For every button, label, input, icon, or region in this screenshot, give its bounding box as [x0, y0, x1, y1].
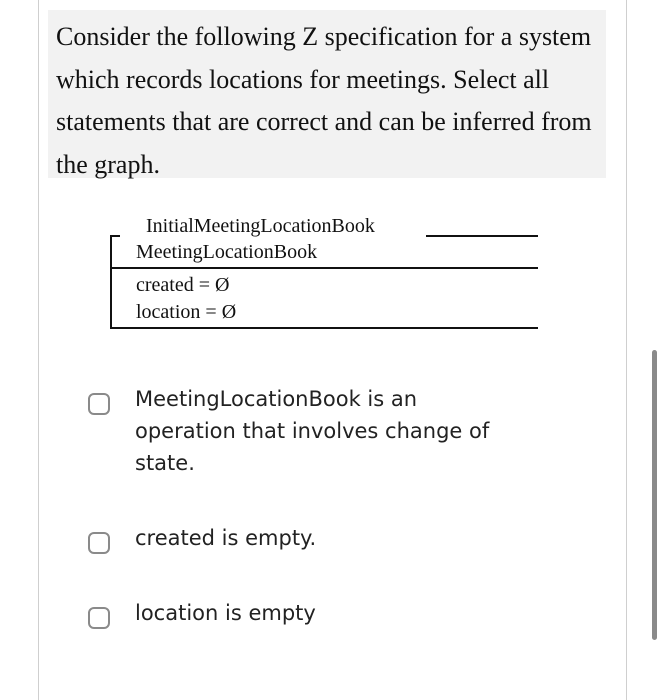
checkbox-unchecked-icon[interactable] — [88, 393, 110, 415]
scrollbar-thumb[interactable] — [652, 350, 657, 640]
schema-title: InitialMeetingLocationBook — [146, 215, 375, 237]
schema-declaration: MeetingLocationBook — [136, 241, 318, 263]
schema-left-rule — [110, 235, 112, 329]
option-label: location is empty — [135, 601, 316, 625]
content-frame-left-border — [38, 0, 39, 700]
schema-divider — [110, 267, 538, 269]
option-label: MeetingLocationBook is an operation that involves change of state. — [135, 387, 490, 475]
z-schema-box — [108, 208, 540, 332]
checkbox-unchecked-icon[interactable] — [88, 532, 110, 554]
checkbox-unchecked-icon[interactable] — [88, 607, 110, 629]
option-created-is-empty[interactable] — [88, 526, 508, 564]
option-meetinglocationbook-operation[interactable] — [88, 387, 508, 489]
content-frame-right-border — [626, 0, 627, 700]
option-location-is-empty[interactable] — [88, 601, 508, 639]
schema-title-rule — [426, 235, 538, 237]
schema-predicate-location: location = Ø — [136, 301, 237, 323]
question-text: Consider the following Z specification for a system which records locations for meetings. Select all statements that are correct and can be inferred from the graph. — [48, 10, 606, 178]
schema-predicate-created: created = Ø — [136, 274, 230, 296]
schema-bottom-rule — [110, 327, 538, 329]
option-label: created is empty. — [135, 526, 317, 550]
